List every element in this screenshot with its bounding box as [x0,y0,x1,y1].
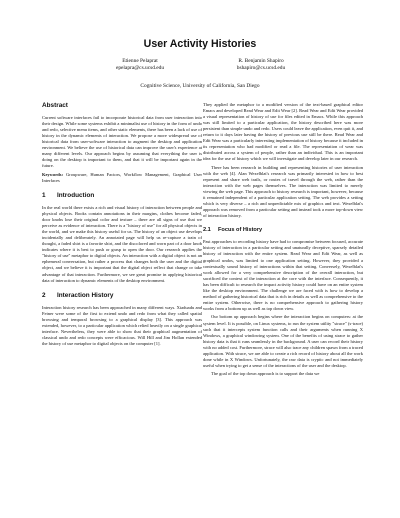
author-2 [191,58,331,72]
author-email: bshapiro@cs.ucsd.edu [236,65,286,72]
paragraph: They applied the metaphor to a modified version of the text-based graphical editor Emacs and developed Read Wear and Edit Wear [2]. Read Wear and Edit Wear provided a visual representation of history of use for files edited in Emacs. While this approach was still limited to a particular application, the history described here was more persistent than simple undo and redo. Users could leave the application, even quit it, and return to it days later having the history of previous use still be there. Read Wear and Edit Wear was a particularly interesting implementation of history because it included in its representation who had modified or read a file. The representation of wear was distributed across a system of people, rather than an individual. This is an important idea for the use of history which we will investigate and develop later in our research. [203,102,363,162]
affiliation: Cognitive Science, University of California, San Diego [140,83,260,89]
abstract-heading: Abstract [42,102,68,109]
author-name: R. Benjamin Shapiro [238,58,284,64]
author-email: epelapra@cs.ucsd.edu [115,65,165,72]
keywords-text: Groupware, Human Factors, Workflow Management, Graphical User Interfaces [42,171,202,183]
introduction-text: In the real world there exists a rich and visual history of interaction between people and physical objects. Books contain annotations in their margins, clothes become faded, door knobs lose their original color and texture – there are all signs of use that we perceive as evidence of interaction. There is a "history of use" for all physical objects in the world, and we make this history useful for us. The history of an object use develops incidentally and deliberately. An annotated page will help us re-capture a train of thought, a faded shirt is a favorite shirt, and the discolored and worn part of a door knob indicates where it is best to push or grasp to open the door. Our research applies the "history of use" metaphor to digital objects. An interaction with a digital object is not an ephemeral conversation, but rather a process that changes both the user and the digital object, and we believe it is important that the digital object reflect that change or take advantage of that interaction. Furthermore, we see great promise in applying historical data of interaction to dynamic elements of the desktop environment. [42,205,202,283]
section-title: Introduction [57,192,95,200]
section-heading-interaction-history [42,292,202,299]
section-title: Interaction History [57,291,114,299]
author-1 [70,58,210,72]
section-number: 1 [42,192,46,200]
left-column [42,102,202,349]
section-heading-introduction [42,192,202,199]
paragraph: The goal of the top down approach is to support the data we [211,371,320,377]
section-number: 2 [42,291,46,299]
subsection-heading-focus-of-history [203,227,363,233]
author-name: Etienne Pelaprat [122,58,158,64]
interaction-history-text: Interaction history research has been approached in many different ways. Xiaduadu and Feiner were some of the first to extend undo and redo from what they called spatial browsing and temporal browsing to a graphical display [3]. This approach was extended, however, to a particular application which relied heavily on a single graphical interface. Nevertheless, they were able to show that their graphical augmentation of classical undo and redo concepts were efficacious. Will Hill and Jim Hollan extended the history of use metaphor to digital objects on the computer [1]. [42,304,202,346]
paragraph: Past approaches to recording history have had to compromise between focused, accurate history of interaction in a particular setting and unaturally deceptive, sparsely detailed history of interaction with the entire system. Read Wear and Edit Wear, as well as graphical undos, was limited to one application setting. However, they provided a contextually sound history of interactions within that setting. Conversely, Wexelblat's work allowed for a very comprehensive description of the overall interaction, but sacrificed the context of the interaction at the core with the interface. Consequently, it has been difficult to research the impact activity history could have on an entire system like the desktop environment. The challenge we are faced with is how to develop a method of gathering historical data that is rich in details as well as comprehensive to the entire system. Otherwise, there is no comprehensive approach to gathering history works from a bottom up as well as top down view. [203,239,363,311]
keywords-label: Keywords: [42,171,64,177]
keywords [42,172,202,184]
paragraph: There has been research in building and representing histories of user interaction with the web [4]. Alan Wexelblat's research was primarily interested in how to best represent and share web trails, or routes of travel through the web, rather than the interaction with the web pages themselves. The interaction was limited to merely viewing the web page. This approach to history research is important, however, because it remained independent of a particular application setting. The web provides a setting which is very diverse – a rich and unpredictable mix of graphics and text. Wexelblat's approach was removed from a particular setting and instead took a more top-down view of interaction history. [203,164,363,219]
section-title: Focus of History [218,227,263,234]
abstract-text: Current software interfaces fail to incorporate historical data from user interaction into their design. While some systems exhibit a minimalist use of history in the form of undo and redo, selective menu items, and other static elements, there has been a lack of use of history in the dynamic elements of interaction. We propose a more widespread use of historical data from user-software interaction to augment the desktop and application environment. We believe the use of historical data can improve the user's experience at many different levels. Our approach begins by assuming that everything the user is doing on the desktop is important to them, and that it will be important again in the future. [42,115,202,169]
section-number: 2.1 [203,227,211,234]
paragraph: Our bottom up approach begins where the interaction begins on computers: at the system level. It is possible, on Linux systems, to run the system utility "strace" (s-trace) such that it intercepts system function calls and their arguments when running X Windows, a graphical windowing system. One of the benefits of using strace to gather history data is that it runs seamlessly in the background. A user can record their history with no added cost. Furthermore, strace will also trace any children spawn from a traced application. With strace, we are able to create a rich record of history about all the work done while in X Windows. Unfortunately, the raw data is cryptic and not immediately useful when trying to get a sense of the interactions of the user and the desktop. [203,314,363,368]
paper-title: User Activity Histories [143,38,257,50]
right-column [203,102,363,380]
